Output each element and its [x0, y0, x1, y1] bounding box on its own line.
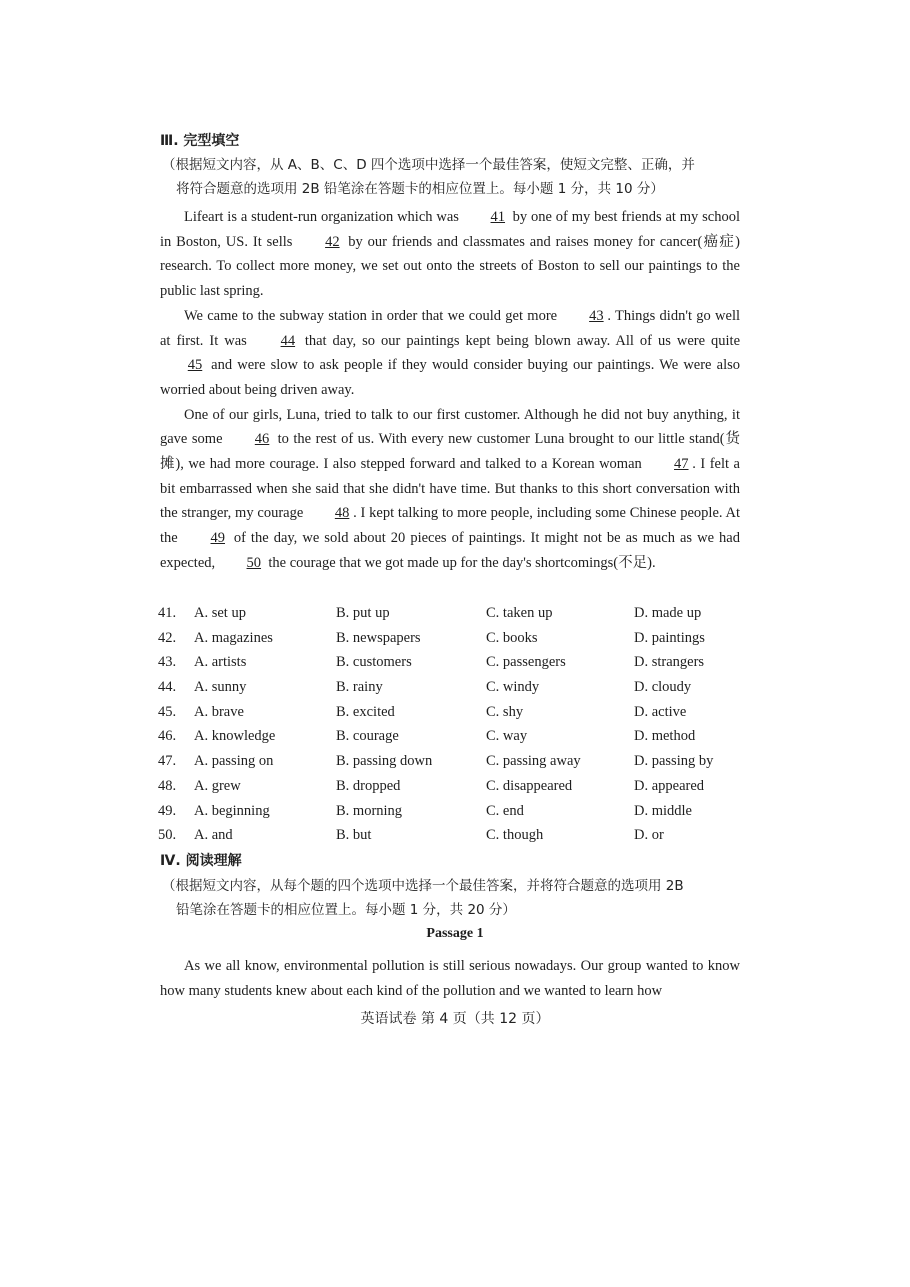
option-d: D. active [634, 703, 687, 720]
text: to the rest of us. With every new customer Luna brought to our little stand(货摊), we had more courage. I also stepped forward and talked to a Korean woman [160, 431, 741, 473]
option-d: D. made up [634, 605, 702, 621]
question-number: 47. [158, 753, 177, 770]
instruction-line-2: 铅笔涂在答题卡的相应位置上。每小题 1 分，共 20 分） [176, 902, 516, 918]
option-a: A. grew [194, 777, 241, 794]
option-a: A. set up [194, 605, 246, 621]
blank-46: 46 [254, 431, 270, 448]
text: by our friends and classmates and raises money for cancer(癌症) research. To collect more money, we set out onto the streets of Boston to sell our paintings to the public last spring. [160, 233, 741, 300]
cloze-passage [160, 205, 740, 576]
text: One of our girls, Luna, tried to talk to our first customer. Although he did not buy anything, it gave some [160, 406, 740, 448]
reading-passage [160, 954, 740, 1003]
option-row [158, 823, 758, 848]
text: . I felt a bit embarrassed when she said that she didn't have time. But thanks to this short conversation with the stranger, my courage [160, 456, 740, 522]
option-b: B. morning [336, 802, 403, 819]
option-row [158, 601, 758, 626]
option-a: A. beginning [194, 802, 270, 819]
option-d: D. passing by [634, 753, 714, 770]
text: Lifeart is a student-run organization which was [184, 209, 459, 225]
option-c: C. passing away [486, 753, 581, 770]
options-table [158, 601, 758, 848]
page-footer: 英语试卷 第 4 页（共 12 页） [360, 1011, 550, 1027]
text: that day, so our paintings kept being blown away. All of us were quite [304, 332, 741, 349]
question-number: 48. [158, 777, 177, 794]
option-b: B. but [336, 827, 372, 844]
blank-47: 47 [674, 456, 689, 473]
option-b: B. dropped [336, 777, 401, 794]
question-number: 41. [158, 605, 177, 621]
question-number: 43. [158, 654, 177, 671]
option-row [158, 626, 758, 651]
option-c: C. way [486, 728, 528, 745]
option-a: A. brave [194, 703, 244, 720]
option-d: D. middle [634, 802, 692, 819]
option-b: B. excited [336, 703, 395, 720]
instruction-line-2: 将符合题意的选项用 2B 铅笔涂在答题卡的相应位置上。每小题 1 分，共 10 分） [176, 181, 664, 197]
blank-50: 50 [246, 554, 262, 571]
blank-48: 48 [334, 505, 350, 522]
text: We came to the subway station in order that we could get more [184, 307, 558, 324]
option-d: D. cloudy [634, 679, 692, 696]
paragraph-2 [160, 304, 740, 403]
section-4-heading: Ⅳ. 阅读理解 [160, 853, 242, 869]
option-d: D. paintings [634, 629, 705, 646]
option-c: C. end [486, 802, 524, 819]
option-c: C. passengers [486, 654, 566, 671]
text: of the day, we sold about 20 pieces of paintings. It might not be as much as we had expected, [160, 530, 740, 571]
option-d: D. method [634, 728, 696, 745]
option-row [158, 650, 758, 675]
question-number: 49. [158, 802, 177, 819]
blank-42: 42 [325, 233, 340, 250]
text: by one of my best friends at my school in Boston, US. It sells [160, 209, 740, 250]
blank-43: 43 [589, 307, 604, 324]
option-c: C. windy [486, 679, 540, 696]
option-row [158, 700, 758, 725]
option-c: C. shy [486, 703, 524, 720]
option-a: A. magazines [194, 629, 273, 646]
option-b: B. passing down [336, 753, 433, 770]
text: the courage that we got made up for the day's shortcomings(不足). [268, 554, 656, 571]
option-d: D. appeared [634, 777, 705, 794]
instruction-line-1: （根据短文内容，从每个题的四个选项中选择一个最佳答案，并将符合题意的选项用 2B [162, 878, 684, 894]
blank-45: 45 [187, 357, 203, 374]
text: . Things didn't go well at first. It was [160, 307, 740, 349]
question-number: 50. [158, 827, 177, 844]
option-d: D. or [634, 827, 664, 844]
option-a: A. passing on [194, 753, 274, 770]
blank-41: 41 [490, 209, 506, 225]
question-number: 42. [158, 629, 177, 646]
option-b: B. rainy [336, 679, 383, 696]
passage-title: Passage 1 [426, 926, 484, 941]
option-b: B. courage [336, 728, 399, 745]
option-row [158, 799, 758, 824]
question-number: 46. [158, 728, 177, 745]
option-b: B. put up [336, 605, 390, 621]
instruction-line-1: （根据短文内容，从 A、B、C、D 四个选项中选择一个最佳答案，使短文完整、正确，并 [162, 157, 695, 173]
text: and were slow to ask people if they would consider buying our paintings. We were also worried about being driven away. [160, 357, 741, 398]
option-a: A. knowledge [194, 728, 276, 745]
option-row [158, 749, 758, 774]
section-3-instructions [162, 153, 752, 201]
option-c: C. though [486, 827, 544, 844]
option-a: A. and [194, 827, 233, 844]
option-c: C. disappeared [486, 777, 573, 794]
option-d: D. strangers [634, 654, 705, 671]
paragraph-1: As we all know, environmental pollution is still serious nowadays. Our group wanted to know how many students knew about each kind of the pollution and we wanted to learn how [160, 958, 740, 999]
option-row [158, 724, 758, 749]
option-c: C. books [486, 629, 538, 646]
option-row [158, 675, 758, 700]
blank-44: 44 [280, 332, 296, 349]
question-number: 44. [158, 679, 177, 696]
paragraph-1 [160, 205, 740, 304]
paragraph-3 [160, 403, 740, 576]
question-number: 45. [158, 703, 177, 720]
section-4-instructions [162, 874, 752, 922]
option-row [158, 774, 758, 799]
blank-49: 49 [210, 530, 226, 547]
option-c: C. taken up [486, 605, 553, 621]
text: . I kept talking to more people, including some Chinese people. At the [160, 505, 741, 547]
option-a: A. sunny [194, 679, 247, 696]
option-b: B. newspapers [336, 629, 421, 646]
option-b: B. customers [336, 654, 412, 671]
option-a: A. artists [194, 654, 247, 671]
section-3-heading: Ⅲ. 完型填空 [160, 133, 240, 149]
